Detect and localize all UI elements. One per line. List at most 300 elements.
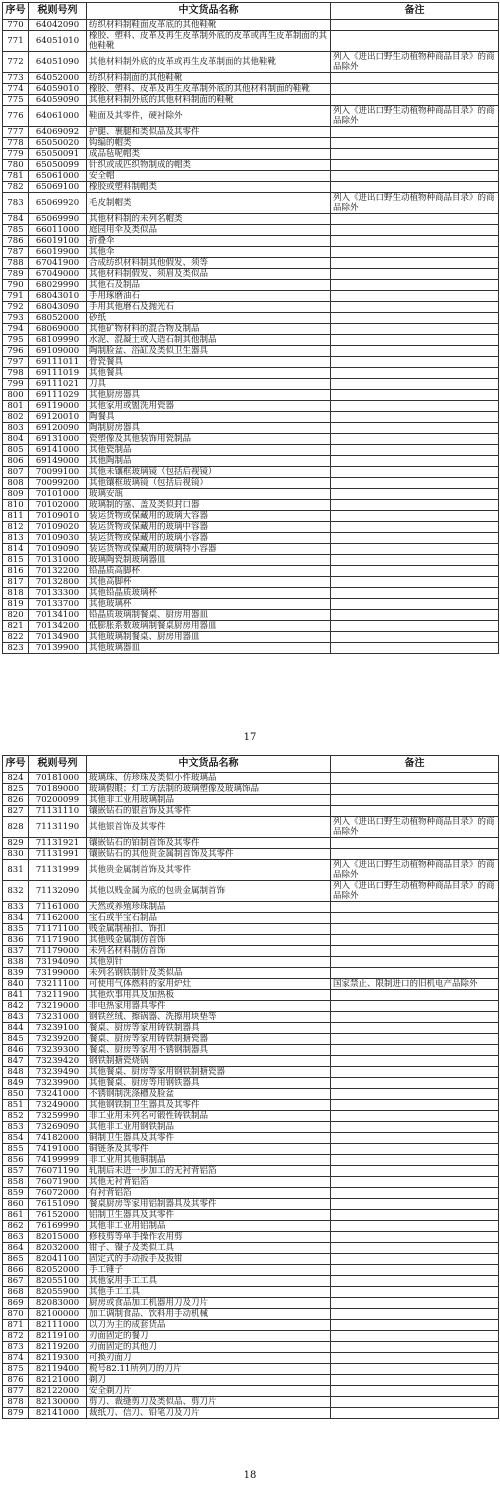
- table-row: [3, 632, 499, 643]
- cell-index: 817: [3, 577, 29, 588]
- cell-goods-name: 铅晶质玻璃制餐桌、厨房用器皿: [87, 610, 331, 621]
- table-row: [3, 1254, 499, 1265]
- table-row: [3, 335, 499, 346]
- cell-remark: [331, 643, 499, 654]
- cell-remark: [331, 1265, 499, 1276]
- table-header-row: [3, 3, 499, 20]
- cell-remark: [331, 1397, 499, 1408]
- cell-tariff-code: 76169990: [29, 1221, 87, 1232]
- cell-index: 796: [3, 346, 29, 357]
- cell-remark: 列入《进出口野生动植物种商品目录》的商品除外: [331, 106, 499, 127]
- cell-tariff-code: 76071190: [29, 1166, 87, 1177]
- cell-index: 789: [3, 269, 29, 280]
- cell-tariff-code: 64061000: [29, 106, 87, 127]
- table-row: [3, 291, 499, 302]
- cell-goods-name: 其他钢铁制卫生器具及其零件: [87, 1100, 331, 1111]
- cell-remark: [331, 773, 499, 784]
- table-row: [3, 610, 499, 621]
- cell-goods-name: 瓷塑像及其他装饰用瓷制品: [87, 434, 331, 445]
- cell-tariff-code: 70134900: [29, 632, 87, 643]
- cell-goods-name: 其他玻璃器皿: [87, 643, 331, 654]
- cell-goods-name: 刀具: [87, 379, 331, 390]
- cell-tariff-code: 70109090: [29, 544, 87, 555]
- cell-remark: [331, 269, 499, 280]
- cell-remark: [331, 149, 499, 160]
- table-row: [3, 1353, 499, 1364]
- table-row: [3, 225, 499, 236]
- table-row: [3, 902, 499, 913]
- cell-index: 874: [3, 1353, 29, 1364]
- table-row: [3, 171, 499, 182]
- table-row: [3, 924, 499, 935]
- cell-tariff-code: 67049000: [29, 269, 87, 280]
- cell-remark: [331, 1078, 499, 1089]
- cell-remark: [331, 1045, 499, 1056]
- cell-index: 812: [3, 522, 29, 533]
- cell-tariff-code: 68043010: [29, 291, 87, 302]
- cell-index: 781: [3, 171, 29, 182]
- cell-remark: [331, 577, 499, 588]
- table-row: [3, 1155, 499, 1166]
- cell-index: 787: [3, 247, 29, 258]
- cell-goods-name: 手工锤子: [87, 1265, 331, 1276]
- table-row: [3, 1309, 499, 1320]
- table-row: [3, 1144, 499, 1155]
- cell-tariff-code: 71162000: [29, 913, 87, 924]
- table-row: [3, 979, 499, 990]
- goods-table: [2, 2, 499, 654]
- table-row: [3, 1210, 499, 1221]
- cell-tariff-code: 71131999: [29, 860, 87, 881]
- table-row: [3, 1320, 499, 1331]
- cell-tariff-code: 71179000: [29, 946, 87, 957]
- cell-remark: [331, 924, 499, 935]
- cell-index: 822: [3, 632, 29, 643]
- cell-goods-name: 钢铁制搪瓷烧锅: [87, 1056, 331, 1067]
- cell-remark: [331, 73, 499, 84]
- cell-tariff-code: 66019900: [29, 247, 87, 258]
- cell-index: 809: [3, 489, 29, 500]
- cell-tariff-code: 82083000: [29, 1298, 87, 1309]
- cell-tariff-code: 69109000: [29, 346, 87, 357]
- cell-index: 783: [3, 193, 29, 214]
- header-tariff-code: 税则号列: [29, 3, 87, 20]
- cell-remark: [331, 902, 499, 913]
- table-row: [3, 500, 499, 511]
- cell-index: 833: [3, 902, 29, 913]
- cell-index: 774: [3, 84, 29, 95]
- cell-remark: [331, 1221, 499, 1232]
- table-row: [3, 412, 499, 423]
- table-row: [3, 1133, 499, 1144]
- cell-index: 879: [3, 1408, 29, 1419]
- table-row: [3, 1221, 499, 1232]
- cell-index: 798: [3, 368, 29, 379]
- table-row: [3, 1122, 499, 1133]
- cell-goods-name: 餐桌厨房等家用铝制器具及其零件: [87, 1199, 331, 1210]
- cell-tariff-code: 64059010: [29, 84, 87, 95]
- table-row: [3, 31, 499, 52]
- cell-index: 770: [3, 20, 29, 31]
- cell-tariff-code: 74199999: [29, 1155, 87, 1166]
- table-row: [3, 1034, 499, 1045]
- table-row: [3, 1298, 499, 1309]
- cell-goods-name: 陶制厨房器具: [87, 423, 331, 434]
- cell-remark: [331, 511, 499, 522]
- cell-tariff-code: 69111011: [29, 357, 87, 368]
- table-row: [3, 1001, 499, 1012]
- header-remark: 备注: [331, 3, 499, 20]
- cell-remark: [331, 1232, 499, 1243]
- cell-index: 837: [3, 946, 29, 957]
- cell-remark: [331, 1243, 499, 1254]
- cell-remark: [331, 434, 499, 445]
- cell-tariff-code: 70189000: [29, 784, 87, 795]
- cell-goods-name: 铜链条及其零件: [87, 1144, 331, 1155]
- table-row: [3, 1375, 499, 1386]
- table-body: [3, 20, 499, 654]
- header-tariff-code: 税则号列: [29, 756, 87, 773]
- cell-index: 815: [3, 555, 29, 566]
- cell-index: 841: [3, 990, 29, 1001]
- cell-goods-name: 砂纸: [87, 313, 331, 324]
- cell-remark: [331, 1353, 499, 1364]
- cell-index: 816: [3, 566, 29, 577]
- cell-tariff-code: 65050020: [29, 138, 87, 149]
- cell-goods-name: 钳子、镊子及类似工具: [87, 1243, 331, 1254]
- cell-tariff-code: 68043090: [29, 302, 87, 313]
- table-row: [3, 1166, 499, 1177]
- table-row: [3, 1397, 499, 1408]
- cell-tariff-code: 64052000: [29, 73, 87, 84]
- cell-remark: [331, 379, 499, 390]
- cell-index: 836: [3, 935, 29, 946]
- cell-goods-name: 其他别针: [87, 957, 331, 968]
- table-row: [3, 1243, 499, 1254]
- cell-remark: [331, 1254, 499, 1265]
- cell-goods-name: 镶嵌钻石的其他贵金属制首饰及其零件: [87, 849, 331, 860]
- cell-remark: [331, 1133, 499, 1144]
- cell-tariff-code: 70133300: [29, 588, 87, 599]
- cell-index: 807: [3, 467, 29, 478]
- cell-tariff-code: 65069100: [29, 182, 87, 193]
- cell-tariff-code: 70099200: [29, 478, 87, 489]
- cell-tariff-code: 82122000: [29, 1386, 87, 1397]
- cell-goods-name: 非电热家用器具零件: [87, 1001, 331, 1012]
- cell-remark: [331, 1177, 499, 1188]
- cell-remark: [331, 138, 499, 149]
- cell-tariff-code: 70109030: [29, 533, 87, 544]
- table-row: [3, 968, 499, 979]
- header-goods-name: 中文货品名称: [87, 756, 331, 773]
- cell-tariff-code: 73239200: [29, 1034, 87, 1045]
- cell-tariff-code: 82121000: [29, 1375, 87, 1386]
- table-row: [3, 588, 499, 599]
- table-row: [3, 84, 499, 95]
- cell-tariff-code: 64059090: [29, 95, 87, 106]
- cell-tariff-code: 73249000: [29, 1100, 87, 1111]
- cell-index: 811: [3, 511, 29, 522]
- cell-goods-name: 固定式的手动扳手及扳钳: [87, 1254, 331, 1265]
- table-row: [3, 1100, 499, 1111]
- cell-remark: [331, 1386, 499, 1397]
- cell-index: 824: [3, 773, 29, 784]
- cell-goods-name: 合成纺织材料制其他假发、须等: [87, 258, 331, 269]
- cell-index: 786: [3, 236, 29, 247]
- cell-index: 776: [3, 106, 29, 127]
- page-number: 17: [243, 732, 257, 743]
- cell-goods-name: 低膨胀系数玻璃制餐桌厨房用器皿: [87, 621, 331, 632]
- cell-tariff-code: 82111000: [29, 1320, 87, 1331]
- cell-goods-name: 其他材料制的未列名帽类: [87, 214, 331, 225]
- table-row: [3, 434, 499, 445]
- table-row: [3, 258, 499, 269]
- cell-goods-name: 餐桌、厨房等家用铸铁制搪瓷器: [87, 1034, 331, 1045]
- cell-remark: [331, 31, 499, 52]
- cell-index: 877: [3, 1386, 29, 1397]
- cell-tariff-code: 82015000: [29, 1232, 87, 1243]
- table-row: [3, 20, 499, 31]
- cell-remark: [331, 990, 499, 1001]
- cell-index: 840: [3, 979, 29, 990]
- cell-goods-name: 其他矿物材料的混合物及制品: [87, 324, 331, 335]
- cell-remark: [331, 1210, 499, 1221]
- table-row: [3, 1276, 499, 1287]
- table-row: [3, 1177, 499, 1188]
- cell-index: 782: [3, 182, 29, 193]
- cell-index: 773: [3, 73, 29, 84]
- cell-goods-name: 其他以贱金属为底的包贵金属制首饰: [87, 881, 331, 902]
- cell-goods-name: 其他餐桌、厨房等用钢铁器具: [87, 1078, 331, 1089]
- cell-tariff-code: 68069000: [29, 324, 87, 335]
- cell-remark: [331, 913, 499, 924]
- cell-remark: [331, 1122, 499, 1133]
- cell-goods-name: 玻璃制的塞、盖及类似封口器: [87, 500, 331, 511]
- table-row: [3, 127, 499, 138]
- cell-index: 826: [3, 795, 29, 806]
- cell-goods-name: 厨房或食品加工机器用刀及刀片: [87, 1298, 331, 1309]
- cell-goods-name: 有衬背铝箔: [87, 1188, 331, 1199]
- cell-tariff-code: 71171900: [29, 935, 87, 946]
- cell-index: 799: [3, 379, 29, 390]
- cell-index: 849: [3, 1078, 29, 1089]
- cell-index: 843: [3, 1012, 29, 1023]
- cell-index: 848: [3, 1067, 29, 1078]
- cell-remark: [331, 1375, 499, 1386]
- table-row: [3, 1199, 499, 1210]
- cell-remark: [331, 280, 499, 291]
- cell-remark: [331, 478, 499, 489]
- cell-index: 821: [3, 621, 29, 632]
- cell-goods-name: 其他玻璃制餐桌、厨房用器皿: [87, 632, 331, 643]
- cell-tariff-code: 66011000: [29, 225, 87, 236]
- cell-index: 780: [3, 160, 29, 171]
- cell-index: 858: [3, 1177, 29, 1188]
- cell-goods-name: 鞋面及其零件，硬衬除外: [87, 106, 331, 127]
- cell-tariff-code: 82141000: [29, 1408, 87, 1419]
- cell-tariff-code: 69111029: [29, 390, 87, 401]
- cell-tariff-code: 73231000: [29, 1012, 87, 1023]
- cell-index: 855: [3, 1144, 29, 1155]
- cell-remark: [331, 566, 499, 577]
- cell-index: 851: [3, 1100, 29, 1111]
- cell-index: 792: [3, 302, 29, 313]
- cell-index: 806: [3, 456, 29, 467]
- table-row: [3, 182, 499, 193]
- table-row: [3, 324, 499, 335]
- cell-remark: [331, 1144, 499, 1155]
- cell-tariff-code: 65069990: [29, 214, 87, 225]
- table-row: [3, 467, 499, 478]
- table-row: [3, 401, 499, 412]
- cell-goods-name: 铝制卫生器具及其零件: [87, 1210, 331, 1221]
- cell-goods-name: 安全帽: [87, 171, 331, 182]
- cell-goods-name: 陶餐具: [87, 412, 331, 423]
- table-row: [3, 946, 499, 957]
- table-row: [3, 73, 499, 84]
- cell-tariff-code: 76071900: [29, 1177, 87, 1188]
- cell-remark: [331, 555, 499, 566]
- cell-goods-name: 非工业用未列名可锻性铸铁制品: [87, 1111, 331, 1122]
- cell-goods-name: 税号82.11所列刀的刀片: [87, 1364, 331, 1375]
- cell-index: 813: [3, 533, 29, 544]
- page-17: [2, 2, 498, 654]
- table-row: [3, 957, 499, 968]
- table-row: [3, 577, 499, 588]
- cell-goods-name: 其他厨房器具: [87, 390, 331, 401]
- cell-goods-name: 刃面固定的餐刀: [87, 1331, 331, 1342]
- table-row: [3, 346, 499, 357]
- cell-goods-name: 其他镶框玻璃镜（包括后视镜）: [87, 478, 331, 489]
- cell-index: 779: [3, 149, 29, 160]
- table-row: [3, 555, 499, 566]
- cell-tariff-code: 69120010: [29, 412, 87, 423]
- cell-remark: [331, 357, 499, 368]
- table-row: [3, 1056, 499, 1067]
- cell-index: 856: [3, 1155, 29, 1166]
- table-row: [3, 849, 499, 860]
- cell-goods-name: 钩编的帽类: [87, 138, 331, 149]
- cell-tariff-code: 82119100: [29, 1331, 87, 1342]
- cell-remark: [331, 1067, 499, 1078]
- cell-remark: [331, 127, 499, 138]
- cell-goods-name: 剪刀、裁缝剪刀及类似品、剪刀片: [87, 1397, 331, 1408]
- cell-tariff-code: 82055900: [29, 1287, 87, 1298]
- cell-remark: [331, 1100, 499, 1111]
- cell-remark: [331, 346, 499, 357]
- cell-index: 800: [3, 390, 29, 401]
- cell-index: 875: [3, 1364, 29, 1375]
- cell-remark: [331, 968, 499, 979]
- cell-goods-name: 其他非工业用铝制品: [87, 1221, 331, 1232]
- cell-goods-name: 其他陶制品: [87, 456, 331, 467]
- cell-tariff-code: 69119000: [29, 401, 87, 412]
- cell-goods-name: 刃面固定的其他刀: [87, 1342, 331, 1353]
- cell-remark: [331, 1012, 499, 1023]
- cell-index: 771: [3, 31, 29, 52]
- cell-remark: [331, 412, 499, 423]
- cell-index: 828: [3, 817, 29, 838]
- cell-tariff-code: 70181000: [29, 773, 87, 784]
- cell-index: 861: [3, 1210, 29, 1221]
- cell-tariff-code: 73241000: [29, 1089, 87, 1100]
- cell-remark: [331, 632, 499, 643]
- cell-remark: [331, 838, 499, 849]
- table-body: [3, 773, 499, 1419]
- cell-tariff-code: 71131921: [29, 838, 87, 849]
- cell-remark: [331, 544, 499, 555]
- cell-remark: [331, 160, 499, 171]
- table-row: [3, 456, 499, 467]
- cell-tariff-code: 70134100: [29, 610, 87, 621]
- cell-remark: [331, 1111, 499, 1122]
- cell-remark: 列入《进出口野生动植物种商品目录》的商品除外: [331, 193, 499, 214]
- cell-index: 803: [3, 423, 29, 434]
- cell-goods-name: 裁纸刀、信刀、铅笔刀及刀片: [87, 1408, 331, 1419]
- cell-goods-name: 成品毡呢帽类: [87, 149, 331, 160]
- cell-index: 810: [3, 500, 29, 511]
- table-row: [3, 1331, 499, 1342]
- cell-goods-name: 剃刀: [87, 1375, 331, 1386]
- table-row: [3, 784, 499, 795]
- cell-goods-name: 其他玻璃杯: [87, 599, 331, 610]
- cell-remark: [331, 588, 499, 599]
- cell-remark: [331, 1199, 499, 1210]
- cell-tariff-code: 74182000: [29, 1133, 87, 1144]
- cell-tariff-code: 76151090: [29, 1199, 87, 1210]
- cell-index: 868: [3, 1287, 29, 1298]
- cell-remark: [331, 849, 499, 860]
- table-row: [3, 533, 499, 544]
- cell-tariff-code: 69120090: [29, 423, 87, 434]
- cell-tariff-code: 73259990: [29, 1111, 87, 1122]
- cell-remark: [331, 1023, 499, 1034]
- cell-index: 827: [3, 806, 29, 817]
- cell-tariff-code: 71131110: [29, 806, 87, 817]
- table-row: [3, 357, 499, 368]
- page-18: [2, 755, 498, 1419]
- cell-index: 820: [3, 610, 29, 621]
- cell-tariff-code: 69141000: [29, 445, 87, 456]
- cell-tariff-code: 82130000: [29, 1397, 87, 1408]
- cell-tariff-code: 73239100: [29, 1023, 87, 1034]
- cell-index: 878: [3, 1397, 29, 1408]
- cell-goods-name: 其他材料制外底的其他材料制面的鞋靴: [87, 95, 331, 106]
- cell-index: 838: [3, 957, 29, 968]
- table-row: [3, 838, 499, 849]
- table-row: [3, 643, 499, 654]
- cell-tariff-code: 68052000: [29, 313, 87, 324]
- table-row: [3, 1265, 499, 1276]
- cell-tariff-code: 71131991: [29, 849, 87, 860]
- cell-index: 814: [3, 544, 29, 555]
- cell-remark: [331, 806, 499, 817]
- cell-goods-name: 手用其他磨石及抛光石: [87, 302, 331, 313]
- cell-remark: 国家禁止、限制进口的旧机电产品除外: [331, 979, 499, 990]
- cell-remark: [331, 1309, 499, 1320]
- page-number: 18: [243, 1470, 257, 1481]
- cell-remark: [331, 1034, 499, 1045]
- cell-index: 808: [3, 478, 29, 489]
- cell-tariff-code: 82119300: [29, 1353, 87, 1364]
- cell-goods-name: 其他石及制品: [87, 280, 331, 291]
- table-row: [3, 599, 499, 610]
- cell-remark: [331, 1331, 499, 1342]
- table-row: [3, 368, 499, 379]
- cell-goods-name: 餐桌、厨房等家用不锈钢制器具: [87, 1045, 331, 1056]
- cell-tariff-code: 76072000: [29, 1188, 87, 1199]
- table-row: [3, 149, 499, 160]
